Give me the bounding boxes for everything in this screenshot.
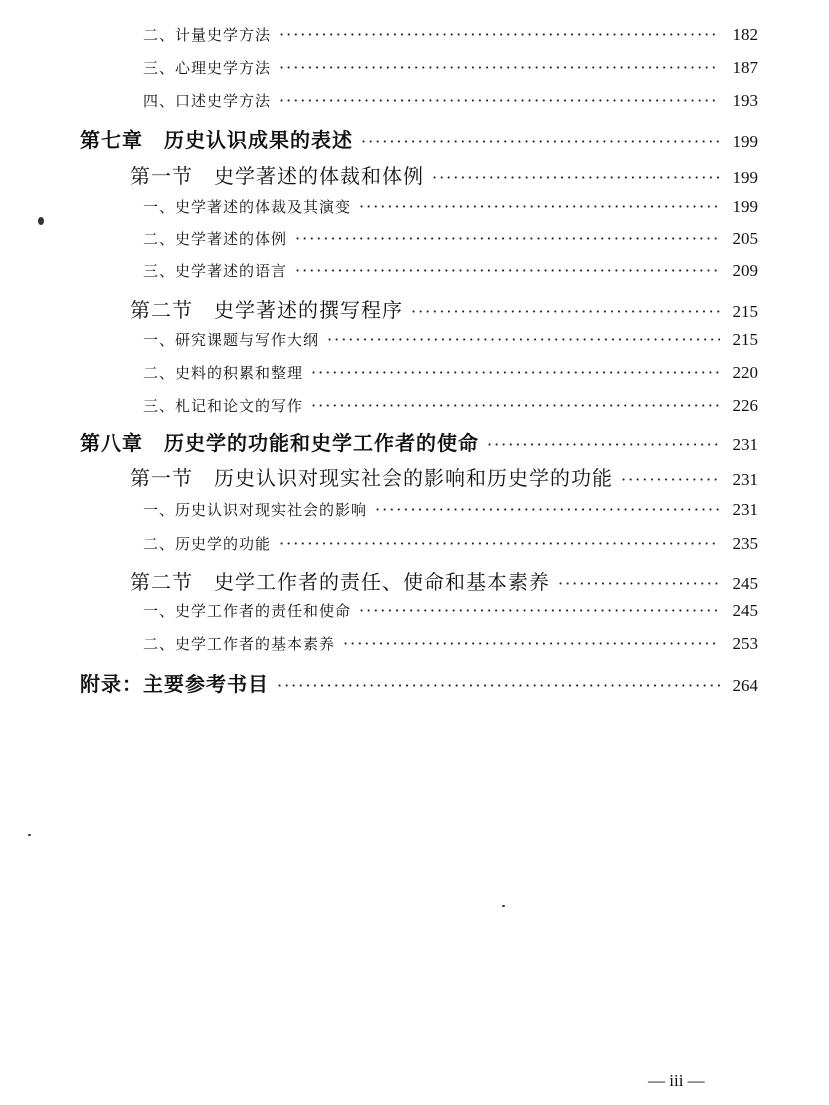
- dot-leader: [279, 91, 720, 110]
- toc-section-title: 第一节 史学著述的体裁和体例: [130, 164, 424, 188]
- toc-entry[interactable]: [143, 362, 758, 383]
- toc-entry[interactable]: [143, 533, 758, 554]
- toc-chapter-page: 264: [732, 676, 758, 695]
- dot-leader: [343, 634, 720, 653]
- dot-leader: [295, 229, 720, 248]
- toc-section-page: 231: [732, 470, 758, 489]
- toc-chapter-title: 第八章 历史学的功能和史学工作者的使命: [80, 431, 479, 455]
- toc-chapter[interactable]: [80, 668, 758, 697]
- toc-chapter-title: 附录：主要参考书目: [80, 672, 269, 696]
- toc-section-page: 245: [732, 574, 758, 593]
- toc-entry-title: 三、史学著述的语言: [143, 262, 288, 280]
- dot-leader: [279, 58, 720, 77]
- toc-section-page: 215: [732, 302, 758, 321]
- toc-entry-page: 226: [732, 396, 758, 415]
- toc-entry[interactable]: [143, 260, 758, 281]
- scan-speck: [28, 834, 31, 836]
- toc-entry[interactable]: [143, 90, 758, 111]
- toc-entry-page: 187: [732, 58, 758, 77]
- toc-entry[interactable]: [143, 329, 758, 350]
- dot-leader: [558, 574, 720, 593]
- dot-leader: [432, 168, 720, 187]
- toc-entry-title: 三、心理史学方法: [143, 59, 272, 77]
- toc-entry-title: 一、史学工作者的责任和使命: [143, 602, 352, 620]
- dot-leader: [295, 261, 720, 280]
- toc-chapter-page: 199: [732, 132, 758, 151]
- toc-entry-title: 二、史学工作者的基本素养: [143, 635, 336, 653]
- scan-speck: [38, 217, 44, 225]
- toc-entry-title: 三、札记和论文的写作: [143, 397, 304, 415]
- toc-entry-title: 四、口述史学方法: [143, 92, 272, 110]
- dot-leader: [311, 363, 720, 382]
- toc-entry[interactable]: [143, 228, 758, 249]
- toc-chapter[interactable]: [80, 124, 758, 153]
- dot-leader: [361, 132, 720, 151]
- toc-entry-page: 193: [732, 91, 758, 110]
- scan-speck: [502, 905, 505, 907]
- toc-entry-title: 二、史料的积累和整理: [143, 364, 304, 382]
- toc-section-title: 第二节 史学工作者的责任、使命和基本素养: [130, 570, 550, 594]
- toc-section[interactable]: [130, 294, 758, 323]
- toc-entry[interactable]: [143, 633, 758, 654]
- page-number: — iii —: [648, 1071, 705, 1090]
- dot-leader: [375, 500, 720, 519]
- toc-entry[interactable]: [143, 57, 758, 78]
- toc-section-title: 第二节 史学著述的撰写程序: [130, 298, 403, 322]
- toc-entry[interactable]: [143, 499, 758, 520]
- toc-entry-page: 235: [732, 534, 758, 553]
- toc-entry-page: 220: [732, 363, 758, 382]
- toc-entry-title: 一、史学著述的体裁及其演变: [143, 198, 352, 216]
- dot-leader: [487, 435, 720, 454]
- dot-leader: [621, 470, 720, 489]
- toc-entry[interactable]: [143, 196, 758, 217]
- toc-section-title: 第一节 历史认识对现实社会的影响和历史学的功能: [130, 466, 613, 490]
- dot-leader: [311, 396, 720, 415]
- toc-entry-page: 245: [732, 601, 758, 620]
- toc-entry-page: 205: [732, 229, 758, 248]
- toc-section[interactable]: [130, 566, 758, 595]
- toc-chapter[interactable]: [80, 427, 758, 456]
- dot-leader: [279, 25, 720, 44]
- dot-leader: [279, 534, 720, 553]
- toc-entry[interactable]: [143, 600, 758, 621]
- dot-leader: [359, 601, 720, 620]
- toc-entry[interactable]: [143, 395, 758, 416]
- toc-entry[interactable]: [143, 24, 758, 45]
- toc-entry-page: 253: [732, 634, 758, 653]
- toc-entry-title: 一、研究课题与写作大纲: [143, 331, 320, 349]
- dot-leader: [327, 330, 720, 349]
- toc-entry-title: 二、计量史学方法: [143, 26, 272, 44]
- toc-entry-page: 215: [732, 330, 758, 349]
- dot-leader: [277, 676, 720, 695]
- toc-section[interactable]: [130, 160, 758, 189]
- toc-entry-page: 182: [732, 25, 758, 44]
- toc-entry-page: 209: [732, 261, 758, 280]
- toc-entry-page: 231: [732, 500, 758, 519]
- toc-chapter-page: 231: [732, 435, 758, 454]
- toc-entry-title: 二、历史学的功能: [143, 535, 272, 553]
- toc-chapter-title: 第七章 历史认识成果的表述: [80, 128, 353, 152]
- dot-leader: [411, 302, 720, 321]
- dot-leader: [359, 197, 720, 216]
- toc-section-page: 199: [732, 168, 758, 187]
- toc-section[interactable]: [130, 462, 758, 491]
- toc-entry-page: 199: [732, 197, 758, 216]
- toc-entry-title: 二、史学著述的体例: [143, 230, 288, 248]
- toc-entry-title: 一、历史认识对现实社会的影响: [143, 501, 368, 519]
